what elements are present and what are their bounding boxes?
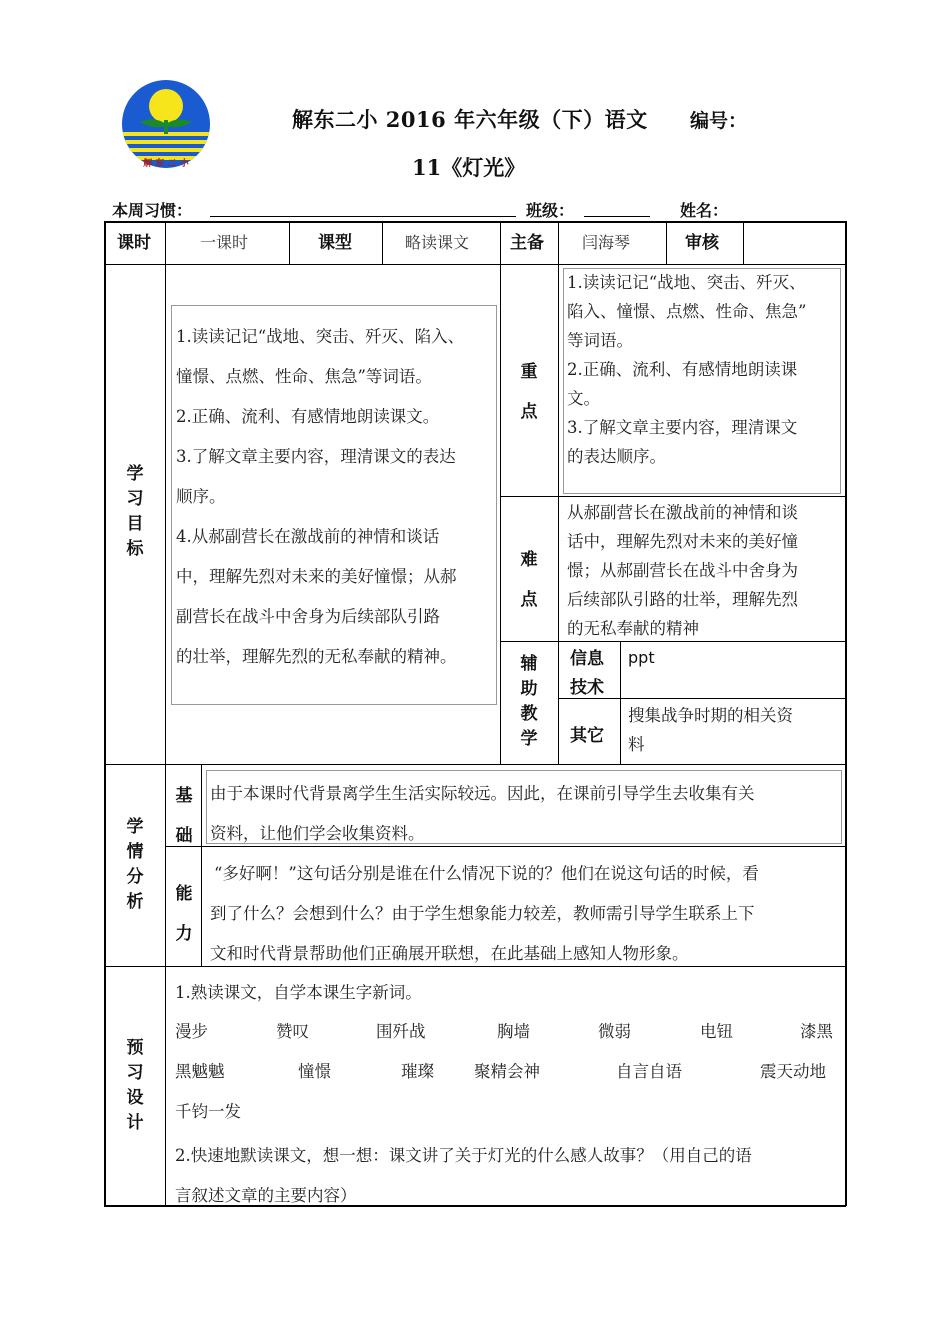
class-label: 班级： bbox=[526, 201, 575, 220]
lesson-title: 11《灯光》 bbox=[412, 155, 526, 180]
difficulties-label: 难 点 bbox=[520, 550, 538, 610]
word-row-2 bbox=[0, 1058, 950, 1088]
name-label: 姓名： bbox=[680, 201, 729, 220]
vocab-word: 聚精会神 bbox=[474, 1062, 540, 1081]
ability-text: “多好啊！”这句话分别是谁在什么情况下说的？他们在说这句话的时候，看 到了什么？会想到什么？由于学生想象能力较差，教师需引导学生联系上下 文和时代背景帮助他们正确展开联想，在此基础上感知人物形象。 bbox=[210, 864, 759, 963]
logo-text: 解 东 二 小 bbox=[143, 159, 189, 169]
vocab-word: 微弱 bbox=[598, 1022, 631, 1041]
word-row-1 bbox=[0, 1018, 950, 1048]
vocab-word: 围歼战 bbox=[376, 1022, 426, 1041]
analysis-section-label: 学 情 分 析 bbox=[126, 817, 144, 912]
vocab-word: 自言自语 bbox=[616, 1062, 682, 1081]
vocab-word: 千钧一发 bbox=[175, 1102, 241, 1121]
objective-line: 顺序。 bbox=[176, 487, 226, 506]
objective-line: 中，理解先烈对未来的美好憧憬；从郝 bbox=[176, 567, 457, 586]
it-label: 信息 技术 bbox=[570, 649, 604, 698]
type-label: 课型 bbox=[318, 233, 352, 253]
difficulties-text: 从郝副营长在激战前的神情和谈 话中，理解先烈对未来的美好憧 憬；从郝副营长在战斗中舍身为 后续部队引路的壮举，理解先烈 的无私奉献的精神 bbox=[567, 503, 798, 638]
period-label: 课时 bbox=[117, 233, 151, 253]
vocab-word: 璀璨 bbox=[401, 1062, 434, 1081]
vocab-word: 漆黑 bbox=[800, 1022, 833, 1041]
period-value: 一课时 bbox=[200, 233, 249, 252]
preview-task-2: 2.快速地默读课文，想一想：课文讲了关于灯光的什么感人故事？（用自己的语 言叙述文章的主要内容） bbox=[175, 1146, 752, 1205]
vocab-word: 憧憬 bbox=[298, 1062, 331, 1081]
objective-line: 4.从郝副营长在激战前的神情和谈话 bbox=[176, 527, 440, 546]
preview-section-label: 预 习 设 计 bbox=[126, 1038, 144, 1133]
type-value: 略读课文 bbox=[405, 233, 470, 252]
other-label: 其它 bbox=[570, 726, 604, 746]
vocab-word: 胸墙 bbox=[497, 1022, 530, 1041]
objectives-list bbox=[176, 317, 496, 677]
word-row-3 bbox=[0, 1098, 950, 1128]
vocab-word: 震天动地 bbox=[760, 1062, 826, 1081]
objective-line: 1.读读记记“战地、突击、歼灭、陷入、 bbox=[176, 327, 465, 346]
objective-line: 2.正确、流利、有感情地朗读课文。 bbox=[176, 407, 440, 426]
aids-label: 辅 助 教 学 bbox=[520, 654, 538, 749]
basis-label: 基 础 bbox=[175, 786, 193, 846]
objective-line: 的壮举，理解先烈的无私奉献的精神。 bbox=[176, 647, 457, 666]
lead-value: 闫海琴 bbox=[582, 233, 631, 252]
it-value: ppt bbox=[628, 648, 655, 667]
lead-label: 主备 bbox=[510, 233, 544, 253]
habit-field[interactable] bbox=[210, 216, 516, 217]
basis-text: 由于本课时代背景离学生生活实际较远。因此，在课前引导学生去收集有关 资料，让他们学会收集资料。 bbox=[210, 784, 755, 843]
objective-line: 3.了解文章主要内容，理清课文的表达 bbox=[176, 447, 456, 466]
vocab-word: 黑魆魆 bbox=[175, 1062, 225, 1081]
document-title: 解东二小 2016 年六年级（下）语文 bbox=[292, 107, 648, 132]
other-value: 搜集战争时期的相关资 料 bbox=[628, 706, 793, 754]
vocab-word: 漫步 bbox=[175, 1022, 208, 1041]
number-label: 编号： bbox=[690, 110, 748, 132]
class-field[interactable] bbox=[584, 216, 650, 217]
habit-label: 本周习惯： bbox=[112, 201, 193, 220]
key-points-label: 重 点 bbox=[520, 362, 538, 422]
objectives-section-label: 学 习 目 标 bbox=[126, 464, 144, 559]
objective-line: 副营长在战斗中舍身为后续部队引路 bbox=[176, 607, 440, 626]
ability-label: 能 力 bbox=[175, 884, 193, 944]
preview-task-1: 1.熟读课文，自学本课生字新词。 bbox=[175, 983, 422, 1002]
review-label: 审核 bbox=[685, 233, 719, 253]
vocab-word: 电钮 bbox=[700, 1022, 733, 1041]
key-points-text: 1.读读记记“战地、突击、歼灭、 陷入、憧憬、点燃、性命、焦急” 等词语。 2.正确、流利、有感情地朗读课 文。 3.了解文章主要内容，理清课文 的表达顺序。 bbox=[567, 273, 807, 466]
vocab-word: 赞叹 bbox=[276, 1022, 309, 1041]
objective-line: 憧憬、点燃、性命、焦急”等词语。 bbox=[176, 367, 432, 386]
